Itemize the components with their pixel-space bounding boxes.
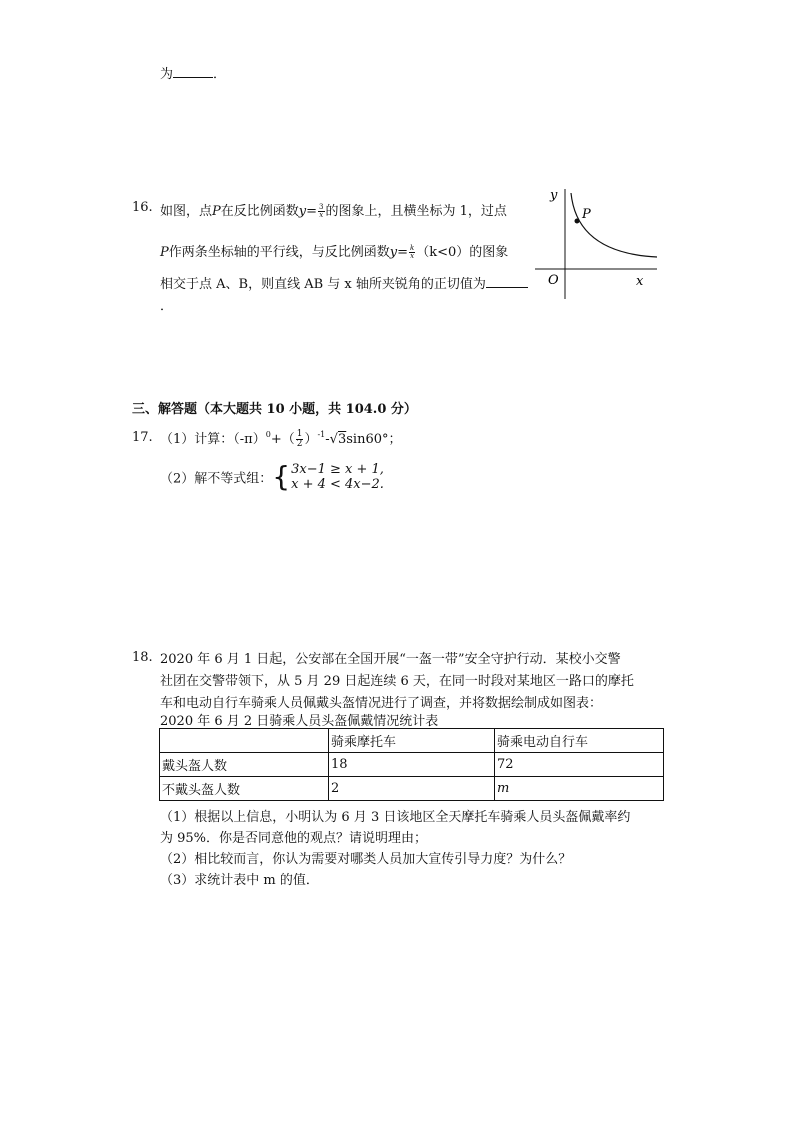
q16-line4: ． xyxy=(160,299,174,314)
sqrt-icon: √ xyxy=(329,432,338,447)
q18-sub1-line1: （1）根据以上信息，小明认为 6 月 3 日该地区全天摩托车骑乘人员头盔佩戴率约 xyxy=(160,810,631,825)
point-p-label: P xyxy=(582,207,591,222)
table-header-cell xyxy=(160,729,329,753)
q18-line3: 车和电动自行车骑乘人员佩戴头盔情况进行了调查，并将数据绘制成如图表： xyxy=(160,696,603,711)
fraction-one-half: $\frac{1}{2}$ xyxy=(296,429,303,449)
q16-line1: 如图，点P在反比例函数y= $\frac{3}{x}$ 的图象上，且横坐标为 1，过点 xyxy=(160,203,507,219)
table-cell: 72 xyxy=(495,753,664,777)
q18-sub3: （3）求统计表中 m 的值． xyxy=(160,873,319,888)
fraction-3-over-x: $\frac{3}{x}$ xyxy=(319,203,324,219)
q18-sub2: （2）相比较而言，你认为需要对哪类人员加大宣传引导力度？为什么？ xyxy=(160,852,572,867)
table-cell: m xyxy=(495,777,664,801)
section-title: 三、解答题（本大题共 10 小题，共 104.0 分） xyxy=(132,402,417,417)
q17-part1: （1）计算：$(-\pi)^0+$（ $\frac{1}{2}$ ）$^{-1}$-√3sin60°； xyxy=(160,429,402,449)
q16-line3: 相交于点 A、B，则直线 AB 与 x 轴所夹锐角的正切值为 xyxy=(160,273,528,292)
table-cell: 戴头盔人数 xyxy=(160,753,329,777)
inequality-system: { 3x−1 ≥ x + 1, x + 4 < 4x−2. xyxy=(272,460,384,493)
q17-number: 17. xyxy=(132,430,153,445)
q15-tail: 为 ． xyxy=(160,67,227,82)
x-axis-label: x xyxy=(636,274,644,289)
q18-line1: 2020 年 6 月 1 日起，公安部在全国开展“一盔一带”安全守护行动．某校小交警 xyxy=(160,652,621,667)
answer-blank[interactable] xyxy=(486,275,528,288)
hyperbola-curve xyxy=(571,193,657,257)
y-axis-label: y xyxy=(550,188,558,203)
point-p xyxy=(575,219,580,224)
var-p: P xyxy=(212,204,221,219)
helmet-stats-table xyxy=(159,728,664,801)
answer-blank[interactable] xyxy=(173,65,213,78)
table-caption: 2020 年 6 月 2 日骑乘人员头盔佩戴情况统计表 xyxy=(160,714,439,729)
table-row xyxy=(160,753,664,777)
table-row xyxy=(160,777,664,801)
table-header-cell: 骑乘电动自行车 xyxy=(495,729,664,753)
q16-line2: P作两条坐标轴的平行线，与反比例函数y= $\frac{k}{x}$ （k<0）的图象 xyxy=(160,244,509,260)
table-header-row xyxy=(160,729,664,753)
table-header-cell: 骑乘摩托车 xyxy=(329,729,495,753)
table-cell: 18 xyxy=(329,753,495,777)
q18-number: 18. xyxy=(132,650,153,665)
table-cell: 2 xyxy=(329,777,495,801)
q16-number: 16. xyxy=(132,200,153,215)
q15-tail-text: 为 xyxy=(160,67,174,82)
table-cell: 不戴头盔人数 xyxy=(160,777,329,801)
q18-sub1-line2: 为 95%．你是否同意他的观点？请说明理由； xyxy=(160,831,428,846)
q18-line2: 社团在交警带领下，从 5 月 29 日起连续 6 天，在同一时段对某地区一路口的摩托 xyxy=(160,674,634,689)
origin-label: O xyxy=(548,273,559,288)
q17-part2: （2）解不等式组： { 3x−1 ≥ x + 1, x + 4 < 4x−2. xyxy=(160,460,384,493)
brace-icon: { xyxy=(272,460,291,493)
hyperbola-figure xyxy=(535,183,665,303)
fraction-k-over-x: $\frac{k}{x}$ xyxy=(410,244,415,260)
